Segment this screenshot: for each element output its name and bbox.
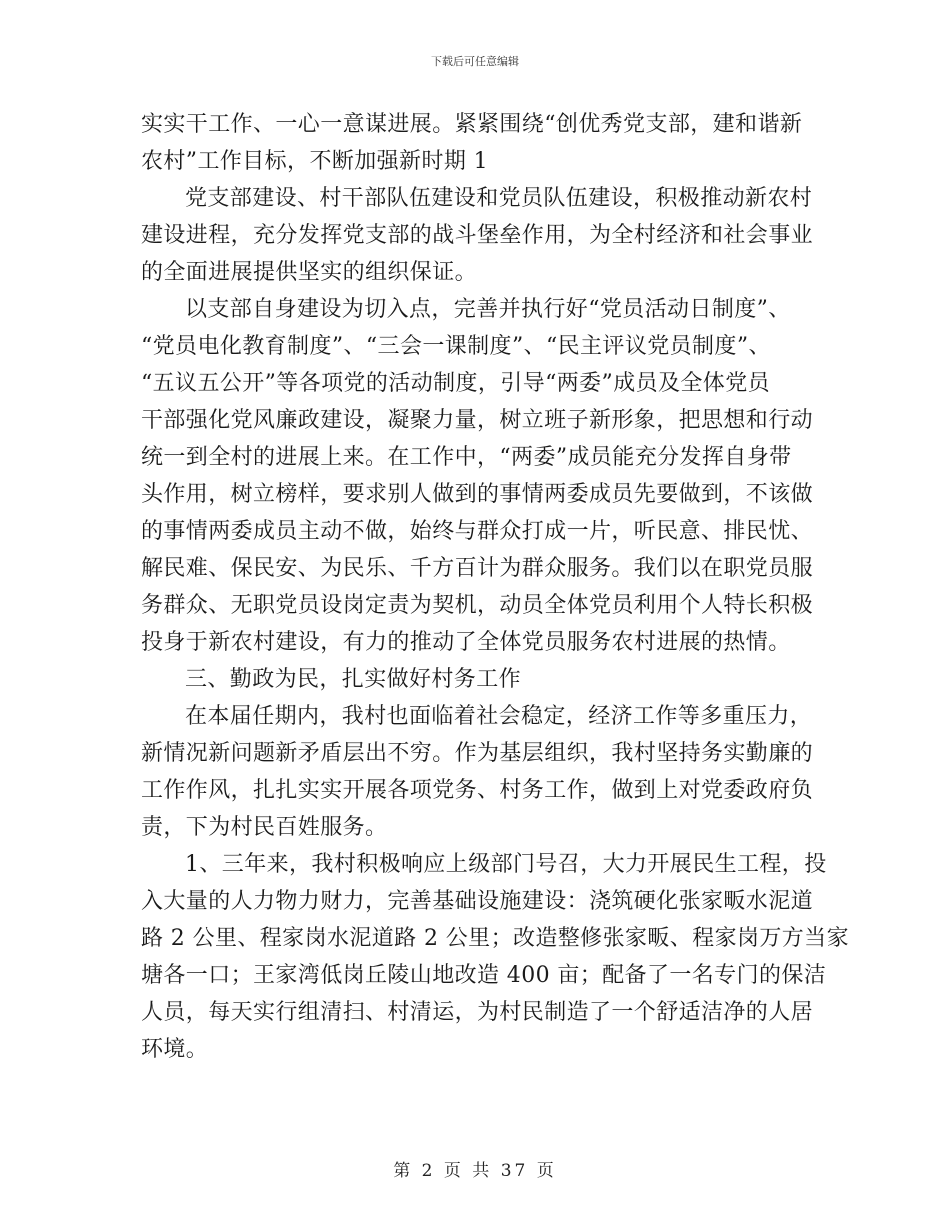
text-line: 1、三年来，我村积极响应上级部门号召，大力开展民生工程，投 — [185, 852, 827, 877]
text-line: 农村”工作目标，不断加强新时期 1 — [141, 149, 489, 174]
text-line: 以支部自身建设为切入点，完善并执行好“党员活动日制度”、 — [185, 297, 791, 322]
text-line: 建设进程，充分发挥党支部的战斗堡垒作用，为全村经济和社会事业 — [141, 223, 814, 248]
text-line: 新情况新问题新矛盾层出不穷。作为基层组织，我村坚持务实勤廉的 — [141, 741, 814, 766]
text-line: 环境。 — [141, 1037, 209, 1062]
text-line: 在本届任期内，我村也面临着社会稳定，经济工作等多重压力， — [185, 704, 813, 729]
text-line: 工作作风，扎扎实实开展各项党务、村务工作，做到上对党委政府负 — [141, 778, 814, 803]
text-line: 党支部建设、村干部队伍建设和党员队伍建设，积极推动新农村 — [185, 186, 813, 211]
text-line: 统一到全村的进展上来。在工作中，“两委”成员能充分发挥自身带 — [141, 445, 792, 470]
text-line: 实实干工作、一心一意谋进展。紧紧围绕“创优秀党支部，建和谐新 — [141, 112, 803, 137]
text-line: 的全面进展提供坚实的组织保证。 — [141, 260, 478, 285]
text-line: 塘各一口；王家湾低岗丘陵山地改造 400 亩；配备了一名专门的保洁 — [141, 963, 827, 988]
text-line: 解民难、保民安、为民乐、千方百计为群众服务。我们以在职党员服 — [141, 556, 814, 581]
text-line: 投身于新农村建设，有力的推动了全体党员服务农村进展的热情。 — [141, 630, 791, 655]
text-line: 人员，每天实行组清扫、村清运，为村民制造了一个舒适洁净的人居 — [141, 1000, 814, 1025]
text-line: 头作用，树立榜样，要求别人做到的事情两委成员先要做到，不该做 — [141, 482, 814, 507]
text-line: 务群众、无职党员设岗定责为契机，动员全体党员利用个人特长积极 — [141, 593, 814, 618]
text-line: 干部强化党风廉政建设，凝聚力量，树立班子新形象，把思想和行动 — [141, 408, 814, 433]
text-line: 入大量的人力物力财力，完善基础设施建设：浇筑硬化张家畈水泥道 — [141, 889, 814, 914]
text-line: 责，下为村民百姓服务。 — [141, 815, 388, 840]
text-line: 的事情两委成员主动不做，始终与群众打成一片，听民意、排民忧、 — [141, 519, 814, 544]
text-line: 三、勤政为民，扎实做好村务工作 — [185, 667, 522, 692]
text-line: 路 2 公里、程家岗水泥道路 2 公里；改造整修张家畈、程家岗万方当家 — [141, 926, 849, 951]
text-line: “五议五公开”等各项党的活动制度，引导“两委”成员及全体党员 — [141, 371, 770, 396]
document-body — [141, 106, 849, 1068]
text-line: “党员电化教育制度”、“三会一课制度”、“民主评议党员制度”、 — [141, 334, 771, 359]
page-number: 第 2 页 共 37 页 — [393, 1161, 557, 1181]
page-header: 下载后可任意编辑 — [431, 55, 519, 68]
